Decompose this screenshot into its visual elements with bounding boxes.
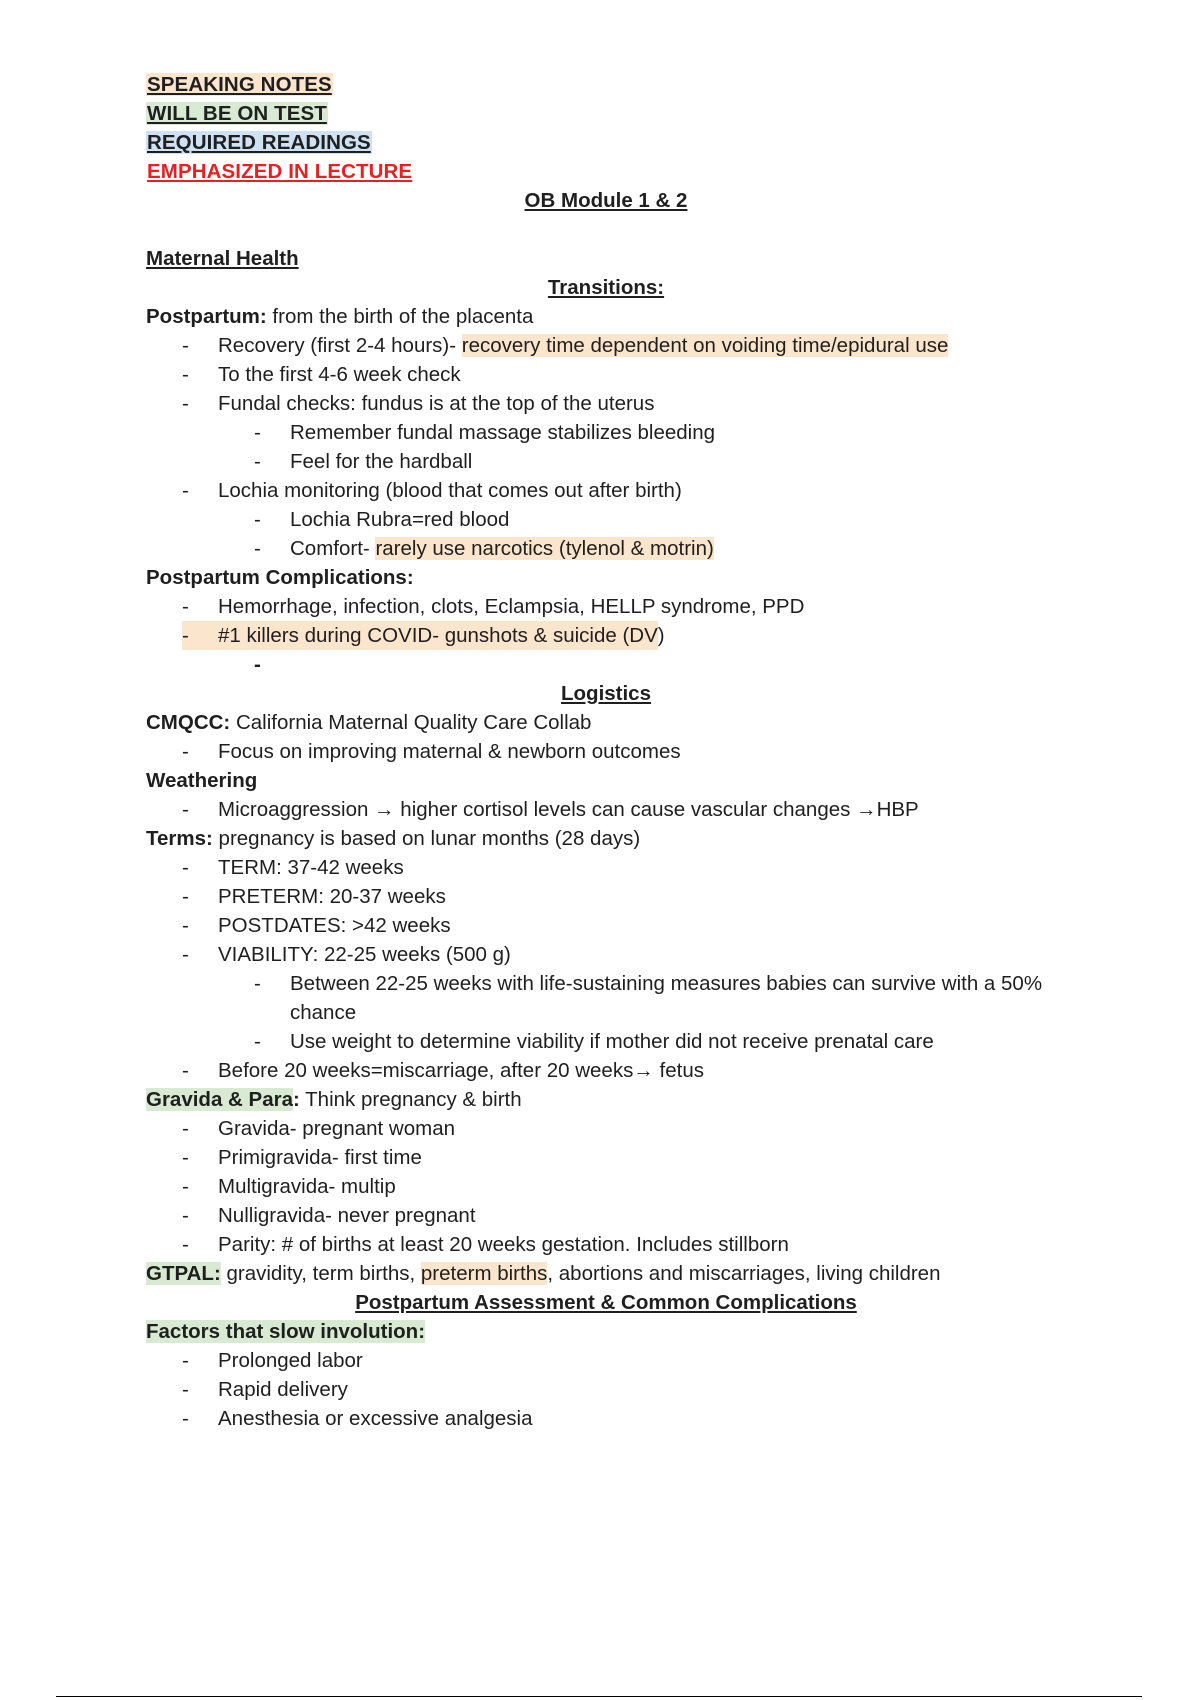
empty-bullet: - bbox=[254, 653, 261, 676]
list-item: - Recovery (first 2-4 hours)- recovery time dependent on voiding time/epidural use bbox=[146, 331, 1066, 360]
page-title: OB Module 1 & 2 bbox=[524, 189, 688, 212]
heading-logistics: Logistics bbox=[561, 682, 651, 705]
list-item: - VIABILITY: 22-25 weeks (500 g) bbox=[146, 940, 1066, 969]
list-item: - Lochia monitoring (blood that comes out after birth) bbox=[146, 476, 1066, 505]
page-footer-rule bbox=[56, 1696, 1142, 1697]
gtpal-definition: GTPAL: gravidity, term births, preterm births, abortions and miscarriages, living children bbox=[146, 1262, 941, 1285]
list-item: - Lochia Rubra=red blood bbox=[146, 505, 1066, 534]
list-item: - TERM: 37-42 weeks bbox=[146, 853, 1066, 882]
terms-definition: Terms: pregnancy is based on lunar months (28 days) bbox=[146, 827, 641, 850]
killers-row: - #1 killers during COVID- gunshots & suicide (DV) bbox=[146, 621, 1066, 650]
list-item: - To the first 4-6 week check bbox=[146, 360, 1066, 389]
list-item: - Feel for the hardball bbox=[146, 447, 1066, 476]
legend-will-be-on-test: WILL BE ON TEST bbox=[147, 102, 327, 125]
factors-heading: Factors that slow involution: bbox=[146, 1320, 426, 1343]
lochia-sublist bbox=[146, 505, 1066, 563]
list-item: - Microaggression → higher cortisol levels can cause vascular changes →HBP bbox=[146, 795, 1066, 824]
list-item: - Before 20 weeks=miscarriage, after 20 weeks→ fetus bbox=[146, 1056, 1066, 1085]
document-page bbox=[146, 70, 1066, 1433]
section-maternal-health: Maternal Health bbox=[146, 247, 299, 270]
list-item: - Fundal checks: fundus is at the top of the uterus bbox=[146, 389, 1066, 418]
list-item: - Remember fundal massage stabilizes bleeding bbox=[146, 418, 1066, 447]
complications-list bbox=[146, 592, 1066, 621]
list-item: - Multigravida- multip bbox=[146, 1172, 1066, 1201]
list-item: - Nulligravida- never pregnant bbox=[146, 1201, 1066, 1230]
list-item: - Use weight to determine viability if mother did not receive prenatal care bbox=[146, 1027, 1066, 1056]
legend-required-readings: REQUIRED READINGS bbox=[147, 131, 371, 154]
legend-speaking-notes: SPEAKING NOTES bbox=[147, 73, 332, 96]
gravida-list bbox=[146, 1114, 1066, 1259]
list-item: - Prolonged labor bbox=[146, 1346, 1066, 1375]
weathering-list bbox=[146, 795, 1066, 824]
list-item: - Focus on improving maternal & newborn outcomes bbox=[146, 737, 1066, 766]
list-item: - Gravida- pregnant woman bbox=[146, 1114, 1066, 1143]
factors-list bbox=[146, 1346, 1066, 1433]
weathering-heading: Weathering bbox=[146, 769, 258, 792]
complications-heading: Postpartum Complications: bbox=[146, 566, 414, 589]
viability-sublist bbox=[146, 969, 1066, 1056]
list-item: - Between 22-25 weeks with life-sustaining measures babies can survive with a 50% chance bbox=[146, 969, 1066, 1027]
list-item: - Anesthesia or excessive analgesia bbox=[146, 1404, 1066, 1433]
legend-emphasized: EMPHASIZED IN LECTURE bbox=[147, 160, 413, 183]
heading-transitions: Transitions: bbox=[547, 276, 665, 299]
list-item: - Primigravida- first time bbox=[146, 1143, 1066, 1172]
list-item: - Comfort- rarely use narcotics (tylenol & motrin) bbox=[146, 534, 1066, 563]
fundal-sublist bbox=[146, 418, 1066, 476]
list-item: - Rapid delivery bbox=[146, 1375, 1066, 1404]
terms-list-cont bbox=[146, 1056, 1066, 1085]
terms-list bbox=[146, 853, 1066, 969]
postpartum-list bbox=[146, 331, 1066, 418]
list-item: - POSTDATES: >42 weeks bbox=[146, 911, 1066, 940]
gravida-definition: Gravida & Para: Think pregnancy & birth bbox=[146, 1088, 522, 1111]
cmqcc-list bbox=[146, 737, 1066, 766]
heading-assessment: Postpartum Assessment & Common Complications bbox=[355, 1291, 857, 1314]
list-item: - PRETERM: 20-37 weeks bbox=[146, 882, 1066, 911]
cmqcc-definition: CMQCC: California Maternal Quality Care Collab bbox=[146, 711, 592, 734]
list-item: - Hemorrhage, infection, clots, Eclampsia, HELLP syndrome, PPD bbox=[146, 592, 1066, 621]
postpartum-list-cont bbox=[146, 476, 1066, 505]
killers-text: #1 killers during COVID- gunshots & suicide (DV) bbox=[218, 624, 665, 647]
postpartum-definition: Postpartum: from the birth of the placenta bbox=[146, 305, 534, 328]
list-item: - Parity: # of births at least 20 weeks gestation. Includes stillborn bbox=[146, 1230, 1066, 1259]
